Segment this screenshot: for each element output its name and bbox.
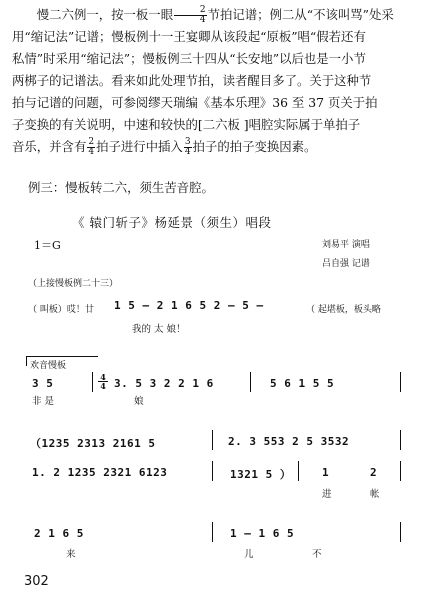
bracket-side — [26, 356, 27, 366]
fraction-numerator: 2 — [174, 6, 207, 16]
credit-performer: 刘易平 演唱 — [322, 240, 370, 250]
time-signature — [98, 373, 108, 390]
barline — [212, 461, 213, 481]
barline — [250, 372, 251, 392]
barline — [298, 461, 299, 481]
barline — [400, 430, 401, 450]
row4-measure4: 2 — [370, 466, 378, 479]
body-line: 两梆子的记谱法。看来如此处理节拍，读者醒目多了。关于这种节 — [12, 73, 372, 88]
fraction-denominator: 4 — [88, 147, 95, 157]
fraction-numerator: 2 — [88, 137, 95, 147]
row3-measure2: 2. 3 553 2 5 3532 — [228, 435, 350, 448]
body-text: 拍子进行中插入 — [96, 139, 183, 154]
score-title: 《 辕门斩子》杨延景（须生）唱段 — [72, 215, 272, 230]
bracket-top — [26, 356, 98, 357]
row5-lyric-c: 不 — [312, 549, 322, 560]
row5-measure2: 1 — 1 6 5 — [230, 527, 295, 540]
row5-lyric-a: 来 — [66, 549, 76, 560]
row2-measure2: 5 6 1 5 5 — [270, 377, 335, 390]
row2-label: 欢音慢板 — [30, 361, 67, 371]
row2-pre: 3 5 — [32, 377, 54, 390]
fraction-denominator: 4 — [199, 15, 206, 25]
row1-notes: 1 5 — 2 1 6 5 2 — 5 — — [114, 299, 264, 312]
row2-lyric-b: 娘 — [134, 396, 144, 407]
row4-lyric-b: 帐 — [370, 489, 380, 500]
body-line: 私情”时采用“缩记法”；慢板例三十四从“长安地”以后也是一小节 — [12, 51, 366, 66]
body-text: 拍子的拍子变换因素。 — [192, 139, 317, 154]
row4-measure3: 1 — [322, 466, 330, 479]
barline — [400, 522, 401, 542]
page-number: 302 — [24, 574, 49, 589]
row1-tail: （ 起堪板，板头略 — [306, 305, 381, 315]
row1-lyrics: 我的 太 娘！ — [132, 324, 186, 335]
barline — [400, 461, 401, 481]
fraction — [174, 6, 207, 25]
fraction — [184, 138, 192, 157]
ts-bottom: 4 — [100, 381, 106, 391]
row2-measure1: 3. 5 3 2 2 1 6 — [114, 377, 214, 390]
row5-lyric-b: 儿 — [244, 549, 254, 560]
body-paragraph — [12, 4, 414, 158]
connect-note: （上接慢板例二十三） — [28, 279, 119, 289]
barline — [92, 372, 93, 392]
fraction — [87, 138, 95, 157]
fraction-numerator: 3 — [184, 137, 191, 147]
key-signature: 1＝G — [34, 239, 61, 252]
row4-measure2: 1321 5 ） — [230, 468, 292, 481]
row1-intro: （ 叫板）哎！廿 — [28, 305, 94, 315]
row4-lyric-a: 进 — [322, 489, 332, 500]
barline — [212, 522, 213, 542]
body-line: 拍与记谱的问题，可参阅缪天瑞编《基本乐理》36 至 37 页关于拍 — [12, 95, 378, 110]
body-line — [12, 4, 414, 26]
body-text: 音乐，并含有 — [12, 139, 87, 154]
example-heading: 例三：慢板转二六，须生苦音腔。 — [28, 180, 214, 195]
barline — [212, 430, 213, 450]
row2-lyric-a: 非 是 — [32, 396, 55, 407]
body-text: 慢二六例一，按一板一眼 — [36, 7, 174, 22]
body-line: 用“缩记法”记谱；慢板例十一王宴卿从该段起“原板”唱“假若还有 — [12, 29, 366, 44]
row5-measure1: 2 1 6 5 — [34, 527, 84, 540]
credit-transcriber: 吕自强 记谱 — [322, 259, 370, 269]
body-text: 节拍记谱；例二从“不该叫骂”处采 — [207, 7, 394, 22]
fraction-denominator: 4 — [184, 147, 191, 157]
row4-measure1: 1. 2 1235 2321 6123 — [32, 466, 168, 479]
body-line: 子变换的有关说明，中速和较快的[二六板 ]唱腔实际属于单拍子 — [12, 117, 361, 132]
row3-measure1: （1235 2313 2161 5 — [30, 437, 156, 450]
ts-top: 4 — [98, 373, 108, 382]
body-line — [12, 136, 414, 158]
barline — [400, 372, 401, 392]
